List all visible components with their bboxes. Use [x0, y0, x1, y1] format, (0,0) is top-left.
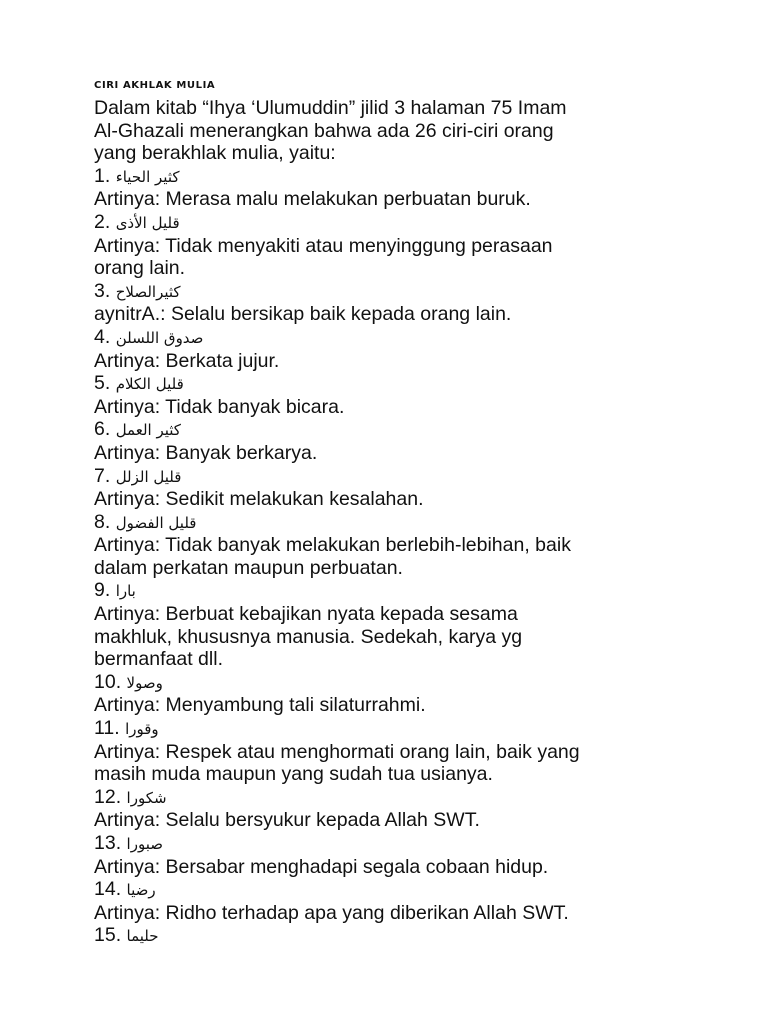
item-arabic-term: قليل الزلل [115, 467, 182, 486]
intro-line: yang berakhlak mulia, yaitu: [94, 142, 336, 165]
item-arabic-term: بارا [115, 582, 136, 601]
item-arabic-term: صدوق اللسلن [115, 328, 204, 347]
item-number-line [94, 671, 714, 695]
list-item [94, 832, 714, 878]
item-arabic-term: وصولا [126, 673, 163, 692]
item-number: 2. [94, 210, 111, 233]
intro-paragraph [94, 97, 714, 165]
item-meaning-line: masih muda maupun yang sudah tua usianya. [94, 763, 493, 786]
item-meaning-line: Artinya: Berbuat kebajikan nyata kepada sesama [94, 603, 518, 626]
list-item [94, 280, 714, 326]
list-item [94, 671, 714, 717]
list-item [94, 372, 714, 418]
document-body [94, 97, 714, 948]
item-meaning-line: dalam perkatan maupun perbuatan. [94, 556, 403, 579]
item-number: 14. [94, 878, 122, 901]
item-number-line [94, 326, 714, 350]
list-item [94, 924, 714, 948]
item-number: 6. [94, 418, 111, 441]
item-number: 4. [94, 325, 111, 348]
item-meaning-line: orang lain. [94, 257, 186, 280]
list-item [94, 418, 714, 464]
item-meaning-line: bermanfaat dll. [94, 648, 223, 671]
item-number: 13. [94, 832, 122, 854]
item-arabic-term: قليل الكلام [115, 375, 184, 394]
akhlak-list [94, 165, 714, 948]
item-meaning-line: Artinya: Tidak menyakiti atau menyinggung perasaan [94, 234, 553, 257]
item-arabic-term: كثير الحياء [115, 167, 180, 186]
list-item [94, 211, 714, 280]
item-meaning-line: Artinya: Bersabar menghadapi segala cobaan hidup. [94, 855, 549, 878]
item-arabic-term: حليما [126, 927, 159, 946]
list-item [94, 511, 714, 580]
item-number-line [94, 579, 714, 603]
item-meaning-line: Artinya: Banyak berkarya. [94, 441, 318, 464]
item-number: 11. [94, 717, 120, 740]
item-number-line [94, 280, 714, 304]
item-meaning-line: Artinya: Merasa malu melakukan perbuatan buruk. [94, 188, 531, 211]
item-number-line [94, 511, 714, 535]
item-number-line [94, 786, 714, 810]
list-item [94, 326, 714, 372]
item-number-line [94, 924, 714, 948]
list-item [94, 165, 714, 211]
list-item [94, 878, 714, 924]
intro-line: Al-Ghazali menerangkan bahwa ada 26 ciri-ciri orang [94, 119, 554, 142]
item-number: 1. [94, 164, 111, 187]
item-arabic-term: قليل الفضول [115, 513, 197, 532]
item-number-line [94, 832, 714, 856]
item-arabic-term: كثيرالصلاح [115, 282, 181, 301]
item-number-line [94, 418, 714, 442]
item-number: 3. [94, 279, 111, 302]
item-number-line [94, 717, 714, 741]
item-meaning-line: Artinya: Menyambung tali silaturrahmi. [94, 694, 426, 717]
item-meaning-line: Artinya: Tidak banyak bicara. [94, 395, 345, 418]
item-meaning-line: Artinya: Ridho terhadap apa yang diberikan Allah SWT. [94, 901, 569, 924]
item-arabic-term: صبورا [126, 835, 163, 853]
item-arabic-term: رضيا [126, 881, 156, 900]
item-meaning-line: makhluk, khususnya manusia. Sedekah, karya yg [94, 625, 523, 648]
item-arabic-term: وقورا [125, 720, 159, 739]
item-number: 15. [94, 924, 122, 947]
item-number: 7. [94, 464, 111, 487]
item-number: 12. [94, 785, 122, 808]
list-item [94, 465, 714, 511]
list-item [94, 717, 714, 786]
item-arabic-term: شكورا [126, 788, 167, 807]
list-item [94, 786, 714, 832]
item-meaning-line: Artinya: Sedikit melakukan kesalahan. [94, 488, 424, 511]
item-arabic-term: كثير العمل [115, 421, 181, 440]
item-number: 8. [94, 510, 111, 533]
item-meaning-line: aynitrA.: Selalu bersikap baik kepada orang lain. [94, 303, 512, 326]
item-meaning-line: Artinya: Selalu bersyukur kepada Allah SWT. [94, 809, 480, 832]
item-number-line [94, 211, 714, 235]
item-meaning-line: Artinya: Tidak banyak melakukan berlebih-lebihan, baik [94, 534, 571, 557]
item-number-line [94, 372, 714, 396]
intro-line: Dalam kitab “Ihya ‘Ulumuddin” jilid 3 halaman 75 Imam [94, 97, 567, 119]
document-heading: CIRI AKHLAK MULIA [94, 80, 216, 91]
item-number: 9. [94, 579, 111, 602]
item-arabic-term: قليل الأذى [115, 213, 180, 232]
item-number-line [94, 878, 714, 902]
item-meaning-line: Artinya: Respek atau menghormati orang lain, baik yang [94, 740, 580, 763]
item-number-line [94, 165, 714, 189]
item-number: 10. [94, 670, 122, 693]
list-item [94, 579, 714, 670]
item-number-line [94, 465, 714, 489]
item-meaning-line: Artinya: Berkata jujur. [94, 349, 280, 372]
item-number: 5. [94, 372, 111, 395]
